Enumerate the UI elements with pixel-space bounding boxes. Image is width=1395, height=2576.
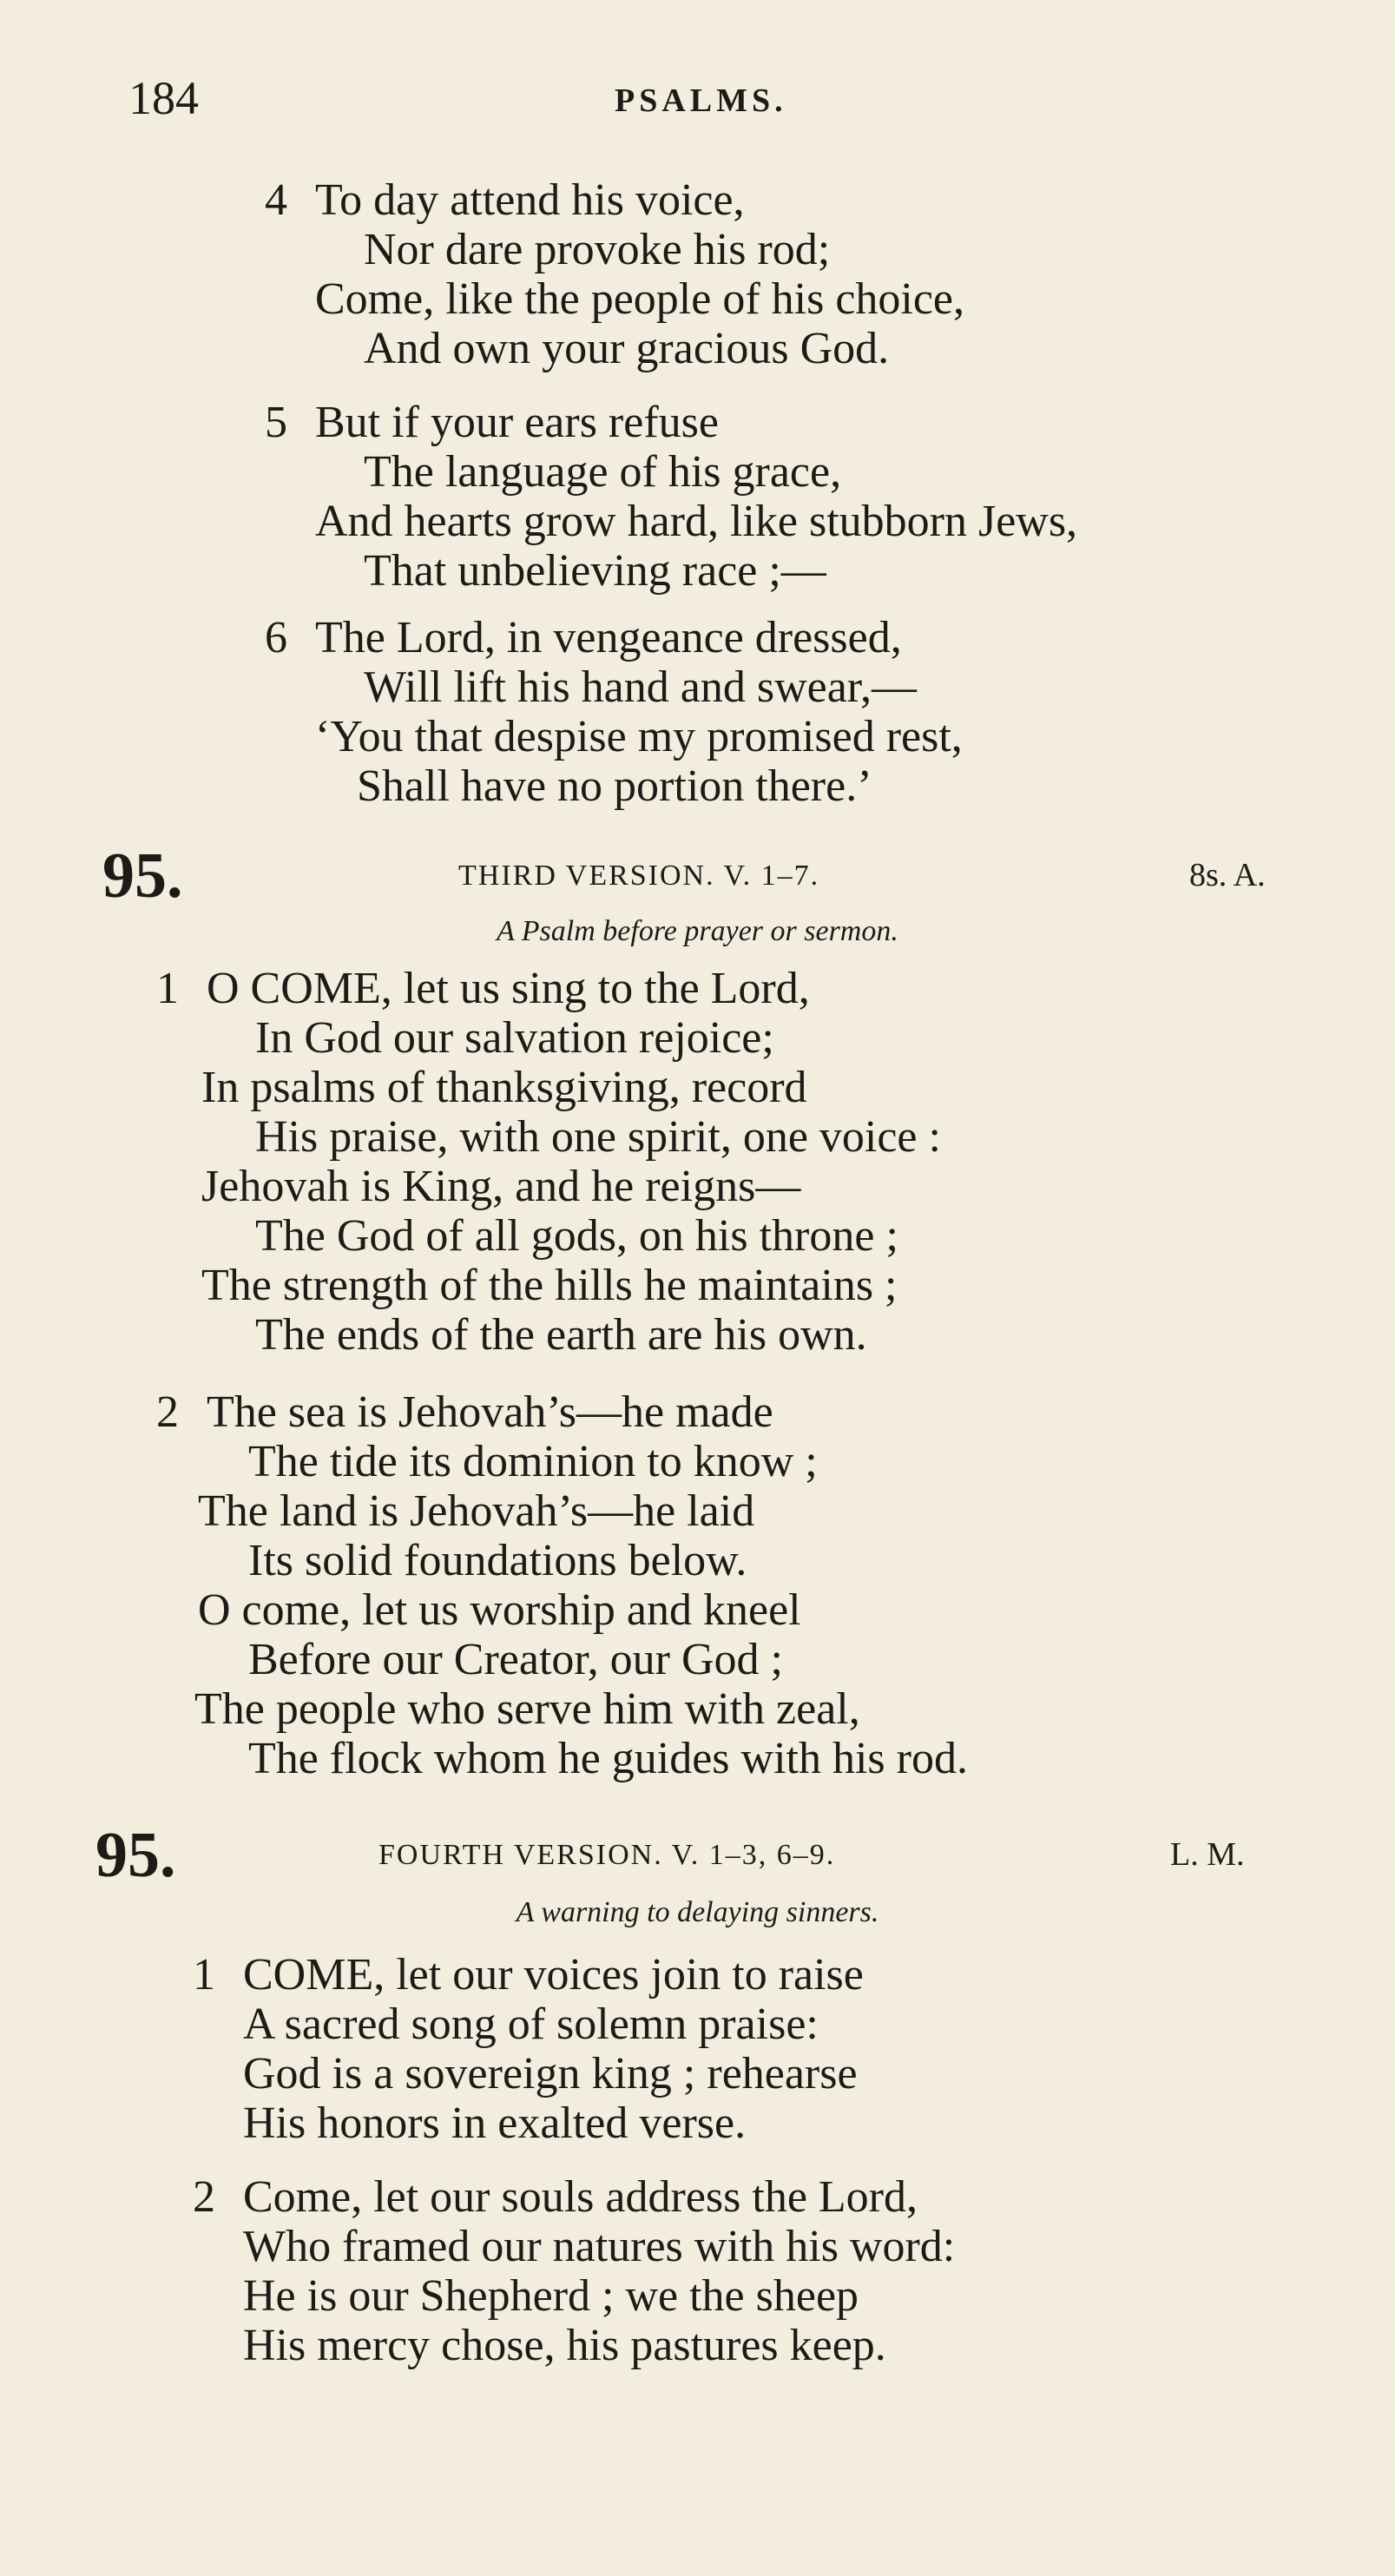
meter-label: L. M. [1170,1836,1245,1873]
verse-line: And hearts grow hard, like stubborn Jews, [315,497,1078,546]
stanza-6 [265,613,963,811]
verse-line: 1 O COME, let us sing to the Lord, [156,964,810,1013]
running-header [0,71,1395,132]
verse-line: That unbelieving race ;— [364,546,826,596]
verse-line: His praise, with one spirit, one voice : [255,1112,941,1162]
meter-label: 8s. A. [1189,857,1266,893]
version-label: FOURTH VERSION. V. 1–3, 6–9. [378,1839,836,1871]
hymn-subtitle: A Psalm before prayer or sermon. [497,915,898,947]
stanza-number: 5 [265,398,287,447]
verse-line: His mercy chose, his pastures keep. [243,2321,886,2370]
verse-line: 4 To day attend his voice, [265,175,745,225]
verse-line: The language of his grace, [364,447,842,497]
verse-line: The God of all gods, on his throne ; [255,1211,898,1261]
verse-line: Its solid foundations below. [248,1536,747,1585]
verse-line: A sacred song of solemn praise: [243,2000,819,2049]
verse-line: 1 COME, let our voices join to raise [193,1950,864,2000]
running-title: PSALMS. [615,82,787,119]
version-label: THIRD VERSION. V. 1–7. [458,860,820,892]
verse-line: His honors in exalted verse. [243,2098,747,2148]
page-number: 184 [128,72,199,124]
verse-line: 2 The sea is Jehovah’s—he made [156,1387,773,1437]
verse-line: In psalms of thanksgiving, record [201,1063,807,1112]
verse-line: The ends of the earth are his own. [255,1310,867,1360]
verse-line: 6 The Lord, in vengeance dressed, [265,613,902,662]
verse-line: Jehovah is King, and he reigns— [201,1162,801,1211]
verse-line: 2 Come, let our souls address the Lord, [193,2172,918,2222]
verse-line: Come, like the people of his choice, [315,274,965,324]
stanza-number: 6 [265,613,287,662]
stanza-1 [156,964,941,1360]
stanza-number: 2 [193,2172,215,2222]
stanza-number: 4 [265,175,287,225]
verse-line: The flock whom he guides with his rod. [248,1734,968,1783]
stanza-2 [193,2172,955,2370]
verse-line: Shall have no portion there.’ [357,761,872,811]
verse-line: The strength of the hills he maintains ; [201,1261,898,1310]
stanza-number: 1 [193,1950,215,2000]
verse-line: Nor dare provoke his rod; [364,225,831,274]
stanza-4 [265,175,964,373]
verse-line: Will lift his hand and swear,— [364,662,918,712]
verse-line: The tide its dominion to know ; [248,1437,818,1486]
verse-line: And own your gracious God. [364,324,890,373]
stanza-number: 1 [156,964,179,1013]
verse-line: 5 But if your ears refuse [265,398,719,447]
verse-line: God is a sovereign king ; rehearse [243,2049,858,2098]
verse-line: Before our Creator, our God ; [248,1635,783,1684]
stanza-2 [156,1387,968,1783]
stanza-5 [265,398,1077,596]
verse-line: Who framed our natures with his word: [243,2222,956,2271]
stanza-1 [193,1950,864,2148]
hymn-number: 95. [95,1820,176,1891]
verse-line: The people who serve him with zeal, [194,1684,860,1734]
stanza-number: 2 [156,1387,179,1437]
hymn-heading-fourth-version [0,1820,1395,1893]
hymn-number: 95. [102,840,183,912]
verse-line: In God our salvation rejoice; [255,1013,774,1063]
hymn-heading-third-version [0,840,1395,913]
verse-line: He is our Shepherd ; we the sheep [243,2271,859,2321]
verse-line: ‘You that despise my promised rest, [315,712,963,761]
hymn-subtitle: A warning to delaying sinners. [516,1896,879,1928]
verse-line: O come, let us worship and kneel [198,1585,801,1635]
verse-line: The land is Jehovah’s—he laid [198,1486,755,1536]
